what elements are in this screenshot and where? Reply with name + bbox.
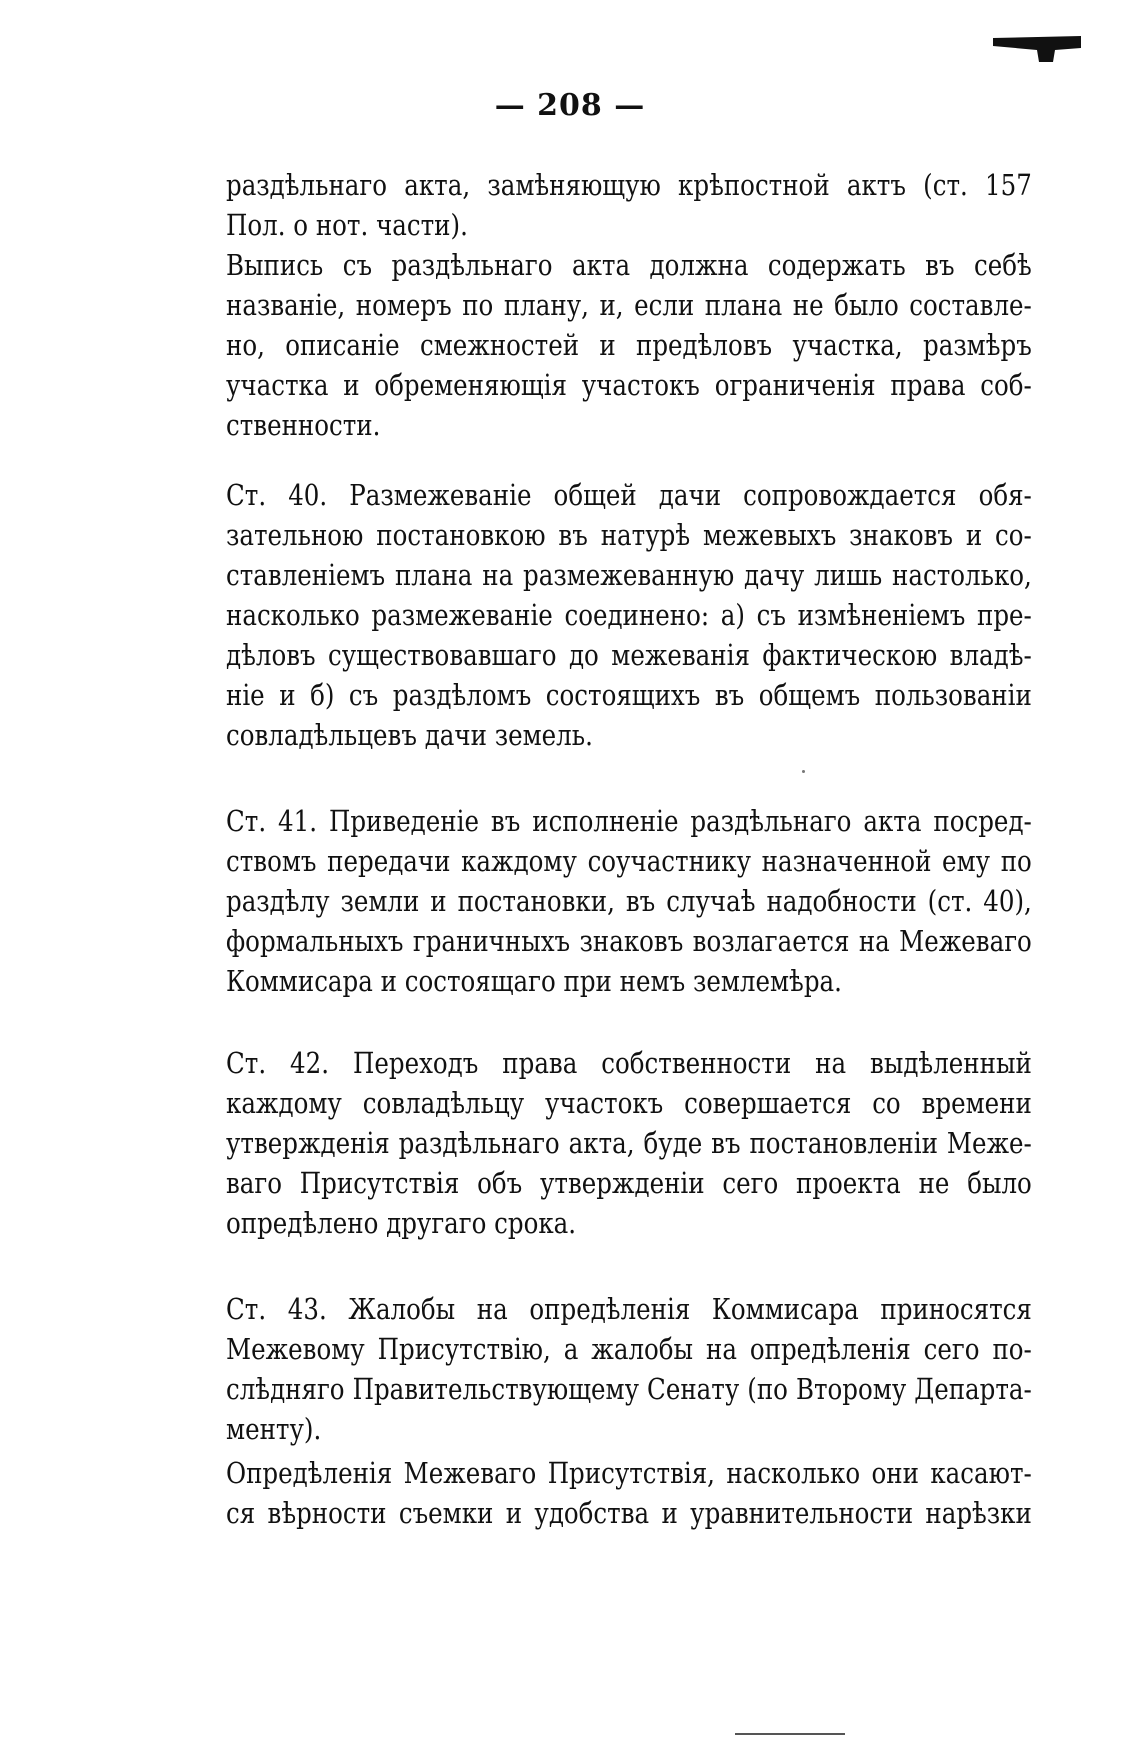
paragraph-vypis <box>226 246 1032 446</box>
text-line: опредѣлено другаго срока. <box>226 1207 577 1240</box>
text-line: но, описаніе смежностей и предѣловъ участка, размѣръ <box>226 329 1032 362</box>
text-line: названіе, номеръ по плану, и, если плана не было составле- <box>226 289 1032 322</box>
paragraph-opredeleniya <box>226 1454 1032 1534</box>
text-line: дѣловъ существовавшаго до межеванія фактическою владѣ- <box>226 639 1032 672</box>
printer-mark-icon <box>993 36 1081 62</box>
article-41 <box>226 802 1032 1002</box>
text-line: ся вѣрности съемки и удобства и уравнительности нарѣзки <box>226 1497 1032 1530</box>
text-line: Ст. 40. Размежеваніе общей дачи сопровождается обя- <box>226 479 1032 512</box>
text-line: формальныхъ граничныхъ знаковъ возлагается на Межеваго <box>226 925 1032 958</box>
text-line: Ст. 42. Переходъ права собственности на выдѣленный <box>226 1047 1032 1080</box>
print-speck <box>802 770 805 773</box>
article-42 <box>226 1044 1032 1244</box>
text-line: участка и обременяющія участокъ ограниченія права соб- <box>226 369 1032 402</box>
article-43 <box>226 1290 1032 1450</box>
text-line: раздѣлу земли и постановки, въ случаѣ надобности (ст. 40), <box>226 885 1032 918</box>
text-line: насколько размежеваніе соединено: а) съ измѣненіемъ пре- <box>226 599 1032 632</box>
text-line: менту). <box>226 1413 322 1446</box>
text-line: совладѣльцевъ дачи земель. <box>226 719 593 752</box>
text-line: Коммисара и состоящаго при немъ землемѣра. <box>226 965 842 998</box>
text-line: каждому совладѣльцу участокъ совершается со времени <box>226 1087 1032 1120</box>
text-line: ствомъ передачи каждому соучастнику назначенной ему по <box>226 845 1032 878</box>
text-line: Пол. о нот. части). <box>226 209 468 242</box>
text-line: Межевому Присутствію, а жалобы на опредѣленія сего по- <box>226 1333 1032 1366</box>
text-line: Ст. 43. Жалобы на опредѣленія Коммисара приносятся <box>226 1293 1032 1326</box>
bottom-rule <box>735 1733 845 1735</box>
text-line: раздѣльнаго акта, замѣняющую крѣпостной актъ (ст. 157 <box>226 169 1032 202</box>
article-40 <box>226 476 1032 756</box>
text-line: ваго Присутствія объ утвержденіи сего проекта не было <box>226 1167 1032 1200</box>
text-line: слѣдняго Правительствующему Сенату (по Второму Департа- <box>226 1373 1032 1406</box>
text-line: ставленіемъ плана на размежеванную дачу лишь настолько, <box>226 559 1032 592</box>
paragraph-continuation <box>226 166 1032 246</box>
page-number: — 208 — <box>494 88 646 123</box>
text-line: утвержденія раздѣльнаго акта, буде въ постановленіи Меже- <box>226 1127 1032 1160</box>
text-line: ственности. <box>226 409 381 442</box>
text-line: Выпись съ раздѣльнаго акта должна содержать въ себѣ <box>226 249 1032 282</box>
text-line: Ст. 41. Приведеніе въ исполненіе раздѣльнаго акта посред- <box>226 805 1032 838</box>
text-line: зательною постановкою въ натурѣ межевыхъ знаковъ и со- <box>226 519 1032 552</box>
text-line: ніе и б) съ раздѣломъ состоящихъ въ общемъ пользованіи <box>226 679 1032 712</box>
text-line: Опредѣленія Межеваго Присутствія, насколько они касают- <box>226 1457 1032 1490</box>
